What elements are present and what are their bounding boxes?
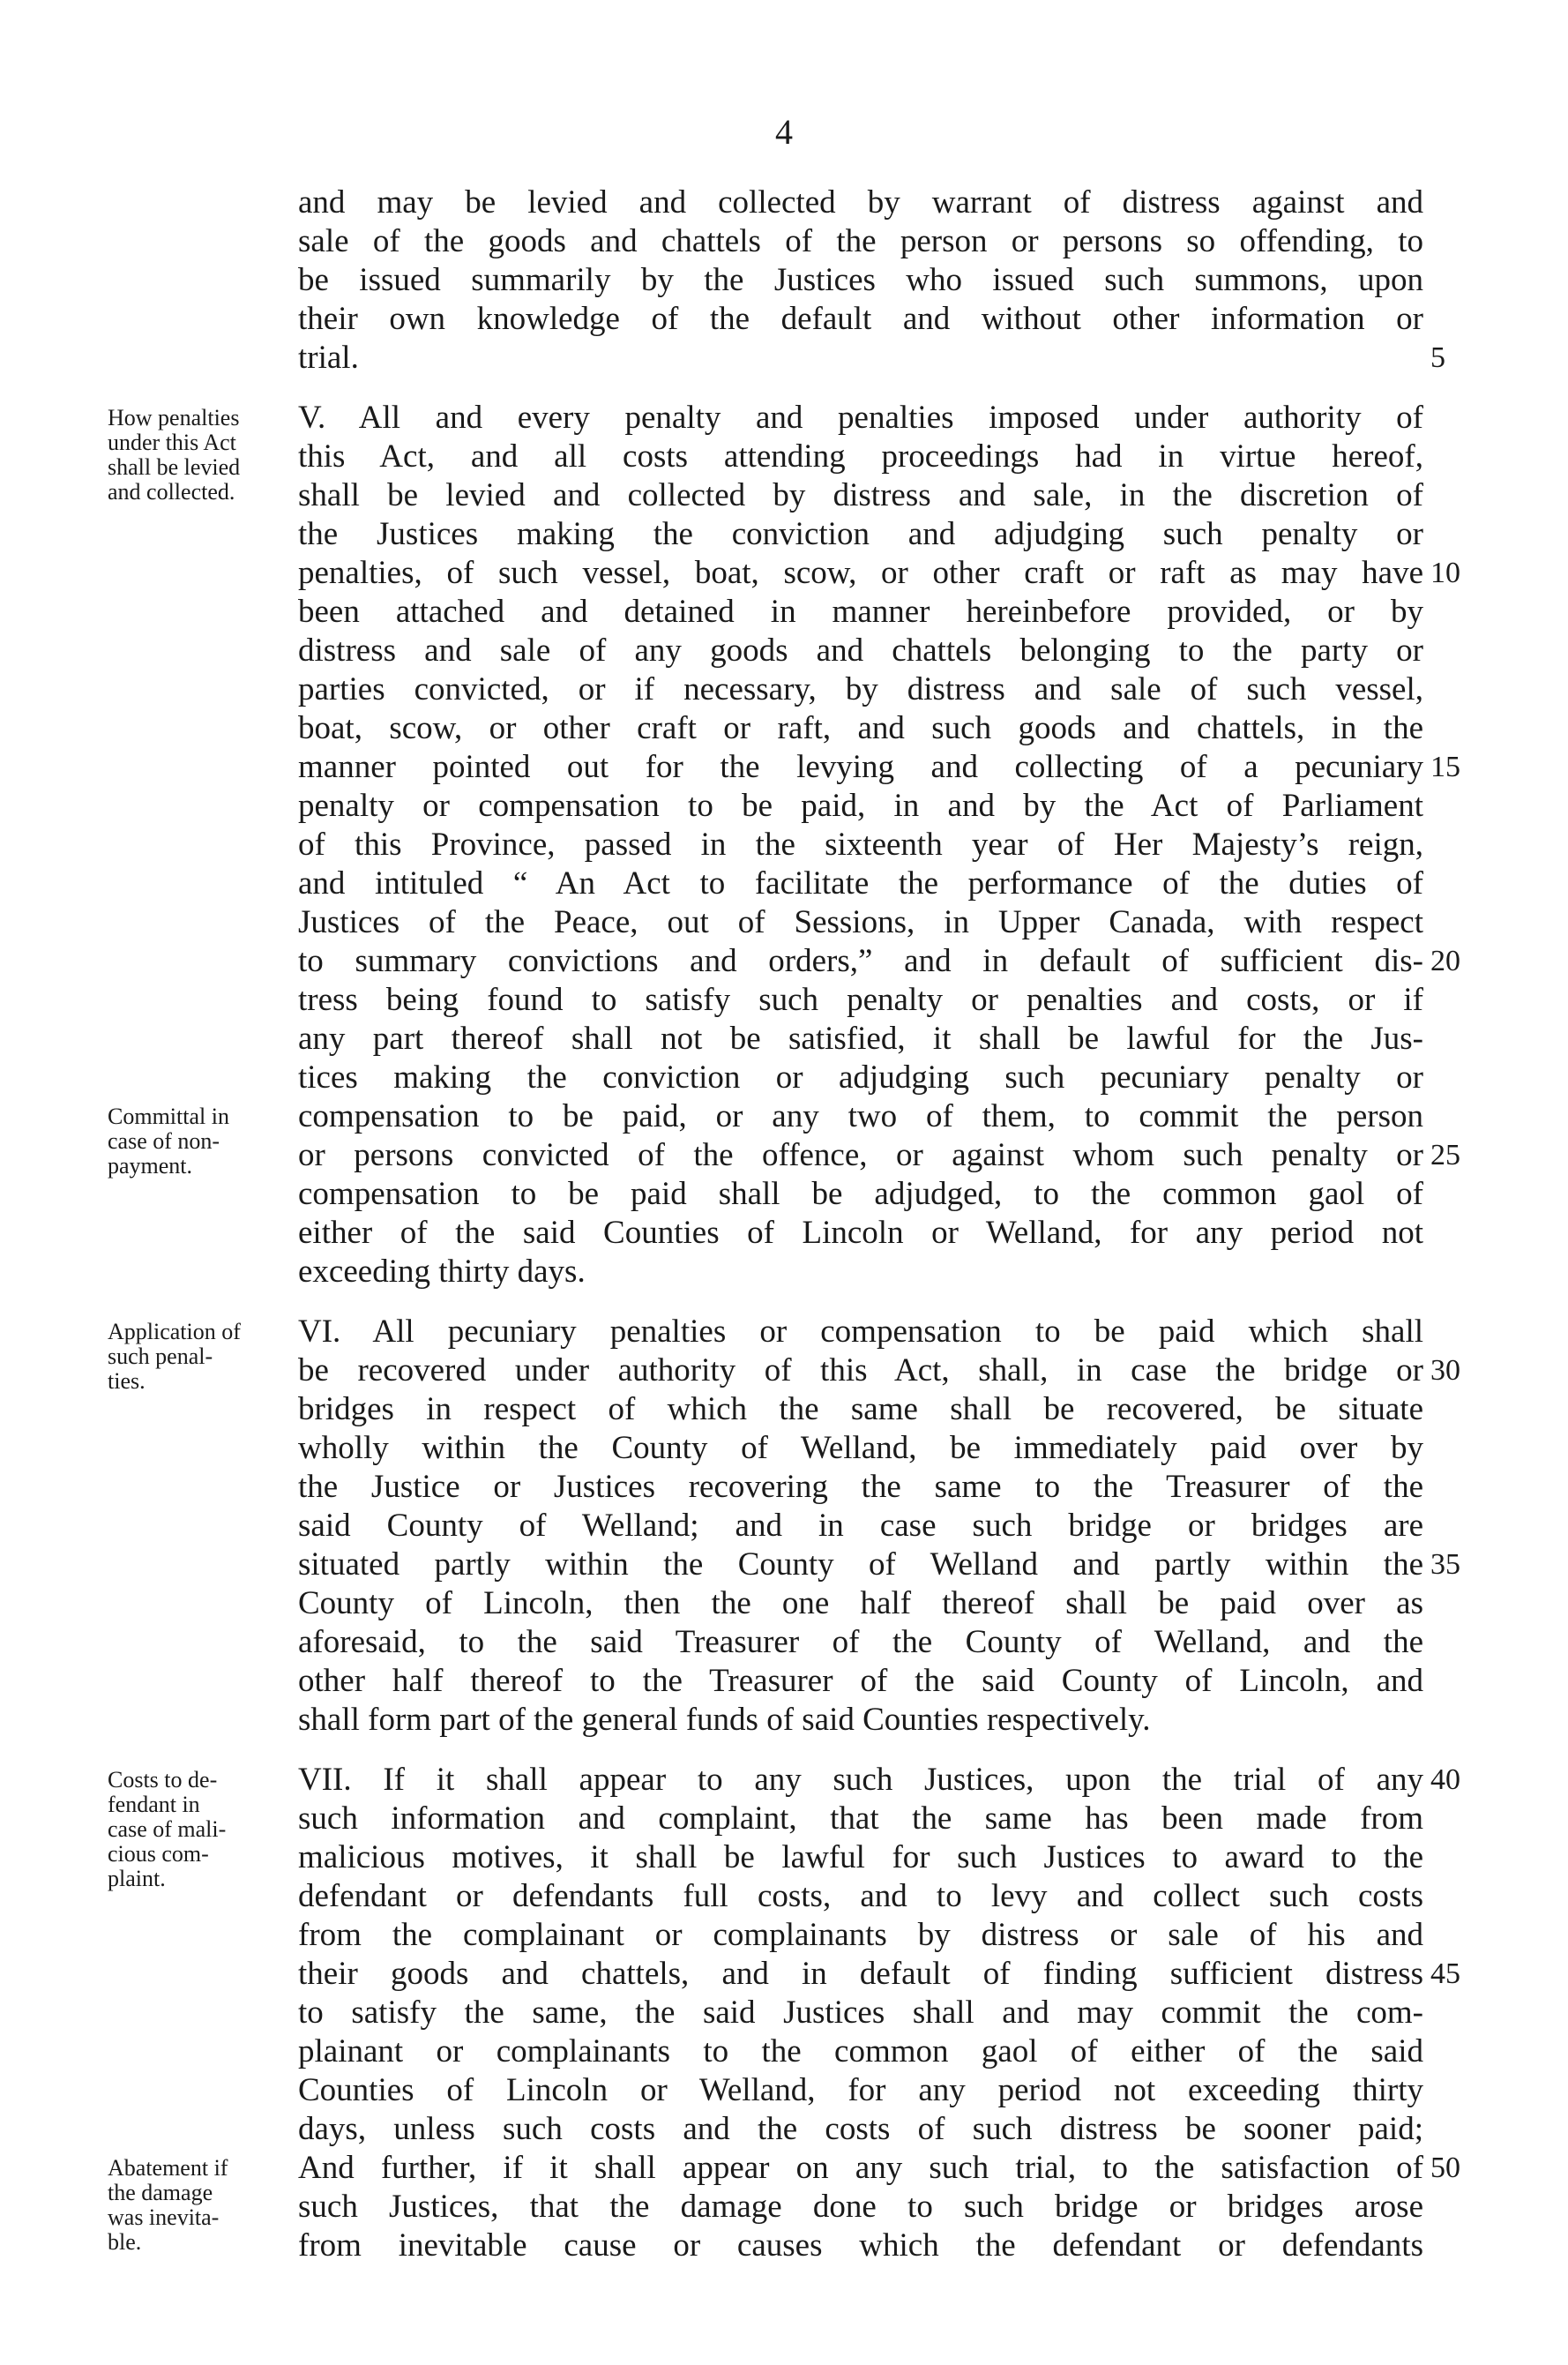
margin-note-line: Application of — [108, 1319, 241, 1344]
text-line: shall form part of the general funds of said Counties respectively. — [298, 1702, 1151, 1738]
line-number: 40 — [1430, 1763, 1460, 1796]
margin-note-line: case of mali- — [108, 1816, 227, 1842]
text-line: their goods and chattels, and in default of finding sufficient distress — [298, 1956, 1423, 1992]
text-line: be issued summarily by the Justices who issued such summons, upon — [298, 262, 1423, 298]
text-line: aforesaid, to the said Treasurer of the County of Welland, and the — [298, 1624, 1423, 1660]
text-line: parties convicted, or if necessary, by distress and sale of such vessel, — [298, 671, 1423, 707]
text-line: trial. — [298, 340, 359, 376]
text-line: situated partly within the County of Welland and partly within the — [298, 1546, 1423, 1583]
text-line: the Justices making the conviction and adjudging such penalty or — [298, 516, 1423, 552]
margin-note-line: Costs to de- — [108, 1767, 218, 1792]
margin-note-line: ties. — [108, 1368, 146, 1394]
text-line: manner pointed out for the levying and collecting of a pecuniary — [298, 749, 1423, 785]
text-line: be recovered under authority of this Act, shall, in case the bridge or — [298, 1352, 1423, 1388]
text-line: Counties of Lincoln or Welland, for any period not exceeding thirty — [298, 2072, 1423, 2108]
margin-note-line: shall be levied — [108, 454, 241, 480]
line-number: 35 — [1430, 1548, 1460, 1581]
line-number: 25 — [1430, 1139, 1460, 1171]
text-line: penalties, of such vessel, boat, scow, or other craft or raft as may have — [298, 555, 1423, 591]
line-number: 5 — [1430, 341, 1445, 374]
text-line: of this Province, passed in the sixteenth year of Her Majesty’s reign, — [298, 827, 1423, 863]
margin-note-line: ble. — [108, 2229, 142, 2255]
text-line: tices making the conviction or adjudging such pecuniary penalty or — [298, 1059, 1423, 1096]
text-line: from inevitable cause or causes which the defendant or defendants — [298, 2227, 1423, 2264]
text-line: V. All and every penalty and penalties imposed under authority of — [298, 400, 1423, 436]
text-line: to summary convictions and orders,” and in default of sufficient dis- — [298, 943, 1423, 979]
text-line: days, unless such costs and the costs of such distress be sooner paid; — [298, 2111, 1423, 2147]
text-line: and may be levied and collected by warrant of distress against and — [298, 184, 1423, 221]
text-line: compensation to be paid, or any two of them, to commit the person — [298, 1098, 1423, 1134]
line-number: 45 — [1430, 1957, 1460, 1990]
text-line: distress and sale of any goods and chattels belonging to the party or — [298, 632, 1423, 669]
line-number: 50 — [1430, 2152, 1460, 2184]
text-line: from the complainant or complainants by distress or sale of his and — [298, 1917, 1423, 1953]
text-line: been attached and detained in manner hereinbefore provided, or by — [298, 594, 1423, 630]
margin-note-line: payment. — [108, 1153, 193, 1179]
line-number: 20 — [1430, 945, 1460, 977]
text-line: such information and complaint, that the same has been made from — [298, 1800, 1423, 1837]
text-line: any part thereof shall not be satisfied, it shall be lawful for the Jus- — [298, 1021, 1423, 1057]
margin-note-line: and collected. — [108, 479, 235, 505]
line-number: 15 — [1430, 751, 1460, 783]
margin-note-line: Abatement if — [108, 2155, 228, 2181]
text-line: County of Lincoln, then the one half thereof shall be paid over as — [298, 1585, 1423, 1621]
text-line: tress being found to satisfy such penalty or penalties and costs, or if — [298, 982, 1423, 1018]
text-line: boat, scow, or other craft or raft, and such goods and chattels, in the — [298, 710, 1423, 746]
text-line: plainant or complainants to the common gaol of either of the said — [298, 2033, 1423, 2069]
margin-note-line: the damage — [108, 2180, 213, 2205]
margin-note-line: such penal- — [108, 1343, 213, 1369]
text-line: bridges in respect of which the same shall be recovered, be situate — [298, 1391, 1423, 1427]
text-line: VI. All pecuniary penalties or compensation to be paid which shall — [298, 1313, 1423, 1350]
text-line: malicious motives, it shall be lawful for such Justices to award to the — [298, 1839, 1423, 1875]
text-line: either of the said Counties of Lincoln or Welland, for any period not — [298, 1215, 1423, 1251]
margin-note-line: Committal in — [108, 1104, 229, 1129]
margin-note-line: was inevita- — [108, 2204, 220, 2230]
text-line: defendant or defendants full costs, and to levy and collect such costs — [298, 1878, 1423, 1914]
text-line: Justices of the Peace, out of Sessions, in Upper Canada, with respect — [298, 904, 1423, 940]
text-line: And further, if it shall appear on any such trial, to the satisfaction of — [298, 2150, 1423, 2186]
margin-note-line: case of non- — [108, 1128, 220, 1154]
text-line: to satisfy the same, the said Justices shall and may commit the com- — [298, 1995, 1423, 2031]
page-number: 4 — [775, 112, 793, 152]
text-line: or persons convicted of the offence, or against whom such penalty or — [298, 1137, 1423, 1173]
text-line: penalty or compensation to be paid, in and by the Act of Parliament — [298, 788, 1423, 824]
line-number: 30 — [1430, 1354, 1460, 1387]
margin-note-line: plaint. — [108, 1866, 166, 1891]
text-line: their own knowledge of the default and without other information or — [298, 301, 1423, 337]
text-line: wholly within the County of Welland, be immediately paid over by — [298, 1430, 1423, 1466]
text-line: sale of the goods and chattels of the person or persons so offending, to — [298, 223, 1423, 259]
text-line: said County of Welland; and in case such bridge or bridges are — [298, 1508, 1423, 1544]
margin-note-line: under this Act — [108, 430, 236, 455]
line-number: 10 — [1430, 557, 1460, 589]
text-line: exceeding thirty days. — [298, 1254, 586, 1290]
text-line: shall be levied and collected by distress and sale, in the discretion of — [298, 477, 1423, 513]
margin-note-line: cious com- — [108, 1841, 209, 1867]
text-line: and intituled “ An Act to facilitate the performance of the duties of — [298, 865, 1423, 902]
margin-note-line: fendant in — [108, 1792, 200, 1817]
text-line: other half thereof to the Treasurer of the said County of Lincoln, and — [298, 1663, 1423, 1699]
text-line: the Justice or Justices recovering the same to the Treasurer of the — [298, 1469, 1423, 1505]
text-line: this Act, and all costs attending proceedings had in virtue hereof, — [298, 438, 1423, 475]
text-line: VII. If it shall appear to any such Justices, upon the trial of any — [298, 1762, 1423, 1798]
text-line: compensation to be paid shall be adjudged, to the common gaol of — [298, 1176, 1423, 1212]
text-line: such Justices, that the damage done to such bridge or bridges arose — [298, 2189, 1423, 2225]
margin-note-line: How penalties — [108, 405, 240, 430]
